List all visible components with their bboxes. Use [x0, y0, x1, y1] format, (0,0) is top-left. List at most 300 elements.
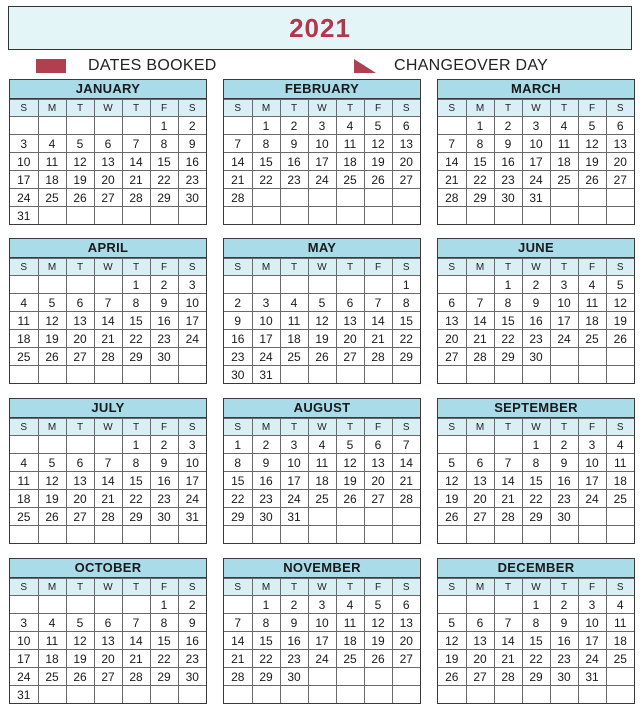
day-cell[interactable]: 6 — [66, 454, 94, 472]
day-cell[interactable]: 15 — [224, 472, 252, 490]
day-cell[interactable]: 14 — [438, 153, 466, 171]
day-cell[interactable]: 26 — [38, 348, 66, 366]
day-cell[interactable]: 19 — [606, 312, 634, 330]
day-cell[interactable]: 9 — [522, 294, 550, 312]
day-cell[interactable]: 12 — [38, 312, 66, 330]
day-cell[interactable]: 16 — [252, 472, 280, 490]
day-cell[interactable]: 31 — [252, 366, 280, 384]
day-cell[interactable]: 11 — [606, 454, 634, 472]
day-cell[interactable]: 10 — [550, 294, 578, 312]
day-cell[interactable]: 4 — [38, 614, 66, 632]
day-cell[interactable]: 25 — [280, 348, 308, 366]
day-cell[interactable]: 11 — [578, 294, 606, 312]
day-cell[interactable]: 16 — [522, 312, 550, 330]
day-cell[interactable]: 13 — [66, 312, 94, 330]
day-cell[interactable]: 22 — [224, 490, 252, 508]
day-cell[interactable]: 17 — [10, 171, 38, 189]
day-cell[interactable]: 11 — [606, 614, 634, 632]
day-cell[interactable]: 27 — [606, 171, 634, 189]
day-cell[interactable]: 4 — [606, 596, 634, 614]
day-cell[interactable]: 2 — [522, 276, 550, 294]
day-cell[interactable]: 18 — [606, 632, 634, 650]
day-cell[interactable]: 18 — [10, 330, 38, 348]
day-cell[interactable]: 22 — [522, 650, 550, 668]
day-cell[interactable]: 13 — [336, 312, 364, 330]
day-cell[interactable]: 26 — [364, 171, 392, 189]
day-cell[interactable]: 20 — [66, 330, 94, 348]
day-cell[interactable]: 30 — [150, 508, 178, 526]
day-cell[interactable]: 30 — [178, 189, 206, 207]
day-cell[interactable]: 3 — [522, 117, 550, 135]
day-cell[interactable]: 21 — [364, 330, 392, 348]
day-cell[interactable]: 24 — [578, 650, 606, 668]
day-cell[interactable]: 25 — [606, 650, 634, 668]
day-cell[interactable]: 16 — [494, 153, 522, 171]
day-cell[interactable]: 28 — [438, 189, 466, 207]
day-cell[interactable]: 13 — [66, 472, 94, 490]
day-cell[interactable]: 26 — [364, 650, 392, 668]
day-cell[interactable]: 25 — [38, 189, 66, 207]
day-cell[interactable]: 2 — [280, 117, 308, 135]
day-cell[interactable]: 28 — [392, 490, 420, 508]
day-cell[interactable]: 29 — [522, 668, 550, 686]
day-cell[interactable]: 18 — [38, 650, 66, 668]
day-cell[interactable]: 5 — [364, 117, 392, 135]
day-cell[interactable]: 16 — [150, 312, 178, 330]
day-cell[interactable]: 22 — [122, 490, 150, 508]
day-cell[interactable]: 12 — [66, 153, 94, 171]
day-cell[interactable]: 20 — [438, 330, 466, 348]
day-cell[interactable]: 2 — [150, 436, 178, 454]
day-cell[interactable]: 27 — [466, 508, 494, 526]
day-cell[interactable]: 4 — [578, 276, 606, 294]
day-cell[interactable]: 17 — [578, 632, 606, 650]
day-cell[interactable]: 25 — [10, 348, 38, 366]
day-cell[interactable]: 24 — [10, 668, 38, 686]
day-cell[interactable]: 22 — [252, 171, 280, 189]
day-cell[interactable]: 15 — [150, 632, 178, 650]
day-cell[interactable]: 27 — [392, 171, 420, 189]
day-cell[interactable]: 19 — [578, 153, 606, 171]
day-cell[interactable]: 15 — [150, 153, 178, 171]
day-cell[interactable]: 11 — [10, 472, 38, 490]
day-cell[interactable]: 18 — [606, 472, 634, 490]
day-cell[interactable]: 11 — [38, 153, 66, 171]
day-cell[interactable]: 4 — [336, 596, 364, 614]
day-cell[interactable]: 12 — [364, 614, 392, 632]
day-cell[interactable]: 15 — [122, 312, 150, 330]
day-cell[interactable]: 27 — [438, 348, 466, 366]
day-cell[interactable]: 24 — [308, 650, 336, 668]
day-cell[interactable]: 11 — [336, 614, 364, 632]
day-cell[interactable]: 26 — [38, 508, 66, 526]
day-cell[interactable]: 22 — [392, 330, 420, 348]
day-cell[interactable]: 6 — [94, 135, 122, 153]
day-cell[interactable]: 28 — [494, 668, 522, 686]
day-cell[interactable]: 27 — [364, 490, 392, 508]
day-cell[interactable]: 31 — [10, 686, 38, 704]
day-cell[interactable]: 27 — [66, 508, 94, 526]
day-cell[interactable]: 2 — [280, 596, 308, 614]
day-cell[interactable]: 1 — [122, 436, 150, 454]
day-cell[interactable]: 19 — [38, 330, 66, 348]
day-cell[interactable]: 19 — [38, 490, 66, 508]
day-cell[interactable]: 8 — [122, 454, 150, 472]
day-cell[interactable]: 17 — [308, 153, 336, 171]
day-cell[interactable]: 24 — [252, 348, 280, 366]
day-cell[interactable]: 15 — [466, 153, 494, 171]
day-cell[interactable]: 17 — [252, 330, 280, 348]
day-cell[interactable]: 25 — [578, 330, 606, 348]
day-cell[interactable]: 30 — [494, 189, 522, 207]
day-cell[interactable]: 1 — [224, 436, 252, 454]
day-cell[interactable]: 22 — [494, 330, 522, 348]
day-cell[interactable]: 25 — [336, 650, 364, 668]
day-cell[interactable]: 23 — [150, 330, 178, 348]
day-cell[interactable]: 7 — [494, 454, 522, 472]
day-cell[interactable]: 4 — [550, 117, 578, 135]
day-cell[interactable]: 13 — [364, 454, 392, 472]
day-cell[interactable]: 5 — [606, 276, 634, 294]
day-cell[interactable]: 8 — [494, 294, 522, 312]
day-cell[interactable]: 17 — [10, 650, 38, 668]
day-cell[interactable]: 10 — [178, 294, 206, 312]
day-cell[interactable]: 3 — [280, 436, 308, 454]
day-cell[interactable]: 6 — [392, 117, 420, 135]
day-cell[interactable]: 13 — [606, 135, 634, 153]
day-cell[interactable]: 29 — [150, 189, 178, 207]
day-cell[interactable]: 13 — [392, 135, 420, 153]
day-cell[interactable]: 20 — [336, 330, 364, 348]
day-cell[interactable]: 10 — [308, 614, 336, 632]
day-cell[interactable]: 10 — [10, 153, 38, 171]
day-cell[interactable]: 9 — [280, 614, 308, 632]
day-cell[interactable]: 20 — [466, 650, 494, 668]
day-cell[interactable]: 24 — [522, 171, 550, 189]
day-cell[interactable]: 23 — [178, 171, 206, 189]
day-cell[interactable]: 12 — [66, 632, 94, 650]
day-cell[interactable]: 1 — [392, 276, 420, 294]
day-cell[interactable]: 12 — [438, 632, 466, 650]
day-cell[interactable]: 23 — [550, 650, 578, 668]
day-cell[interactable]: 16 — [550, 632, 578, 650]
day-cell[interactable]: 27 — [392, 650, 420, 668]
day-cell[interactable]: 6 — [392, 596, 420, 614]
day-cell[interactable]: 5 — [364, 596, 392, 614]
day-cell[interactable]: 19 — [66, 171, 94, 189]
day-cell[interactable]: 25 — [38, 668, 66, 686]
day-cell[interactable]: 24 — [308, 171, 336, 189]
day-cell[interactable]: 9 — [150, 454, 178, 472]
day-cell[interactable]: 17 — [178, 312, 206, 330]
day-cell[interactable]: 9 — [550, 614, 578, 632]
day-cell[interactable]: 4 — [606, 436, 634, 454]
day-cell[interactable]: 6 — [94, 614, 122, 632]
day-cell[interactable]: 13 — [466, 472, 494, 490]
day-cell[interactable]: 1 — [522, 596, 550, 614]
day-cell[interactable]: 11 — [308, 454, 336, 472]
day-cell[interactable]: 27 — [336, 348, 364, 366]
day-cell[interactable]: 1 — [522, 436, 550, 454]
day-cell[interactable]: 6 — [606, 117, 634, 135]
day-cell[interactable]: 19 — [364, 153, 392, 171]
day-cell[interactable]: 8 — [392, 294, 420, 312]
day-cell[interactable]: 24 — [178, 490, 206, 508]
day-cell[interactable]: 28 — [494, 508, 522, 526]
day-cell[interactable]: 20 — [94, 171, 122, 189]
day-cell[interactable]: 9 — [150, 294, 178, 312]
day-cell[interactable]: 8 — [252, 135, 280, 153]
day-cell[interactable]: 27 — [66, 348, 94, 366]
day-cell[interactable]: 9 — [224, 312, 252, 330]
day-cell[interactable]: 21 — [392, 472, 420, 490]
day-cell[interactable]: 7 — [122, 614, 150, 632]
day-cell[interactable]: 3 — [10, 135, 38, 153]
day-cell[interactable]: 23 — [280, 171, 308, 189]
day-cell[interactable]: 15 — [522, 632, 550, 650]
day-cell[interactable]: 20 — [66, 490, 94, 508]
day-cell[interactable]: 20 — [94, 650, 122, 668]
day-cell[interactable]: 30 — [550, 508, 578, 526]
day-cell[interactable]: 12 — [38, 472, 66, 490]
day-cell[interactable]: 10 — [178, 454, 206, 472]
day-cell[interactable]: 17 — [550, 312, 578, 330]
day-cell[interactable]: 9 — [252, 454, 280, 472]
day-cell[interactable]: 28 — [94, 508, 122, 526]
day-cell[interactable]: 14 — [122, 632, 150, 650]
day-cell[interactable]: 22 — [150, 171, 178, 189]
day-cell[interactable]: 2 — [224, 294, 252, 312]
day-cell[interactable]: 3 — [578, 436, 606, 454]
day-cell[interactable]: 21 — [224, 650, 252, 668]
day-cell[interactable]: 5 — [438, 454, 466, 472]
day-cell[interactable]: 3 — [178, 436, 206, 454]
day-cell[interactable]: 22 — [150, 650, 178, 668]
day-cell[interactable]: 3 — [308, 117, 336, 135]
day-cell[interactable]: 3 — [178, 276, 206, 294]
day-cell[interactable]: 9 — [178, 614, 206, 632]
day-cell[interactable]: 20 — [466, 490, 494, 508]
day-cell[interactable]: 3 — [578, 596, 606, 614]
day-cell[interactable]: 18 — [550, 153, 578, 171]
day-cell[interactable]: 29 — [122, 508, 150, 526]
day-cell[interactable]: 13 — [94, 153, 122, 171]
day-cell[interactable]: 14 — [494, 472, 522, 490]
day-cell[interactable]: 11 — [550, 135, 578, 153]
day-cell[interactable]: 23 — [178, 650, 206, 668]
day-cell[interactable]: 28 — [122, 668, 150, 686]
day-cell[interactable]: 14 — [364, 312, 392, 330]
day-cell[interactable]: 9 — [550, 454, 578, 472]
day-cell[interactable]: 24 — [10, 189, 38, 207]
day-cell[interactable]: 15 — [252, 153, 280, 171]
day-cell[interactable]: 29 — [224, 508, 252, 526]
day-cell[interactable]: 26 — [66, 668, 94, 686]
day-cell[interactable]: 7 — [466, 294, 494, 312]
day-cell[interactable]: 12 — [438, 472, 466, 490]
day-cell[interactable]: 23 — [150, 490, 178, 508]
day-cell[interactable]: 12 — [364, 135, 392, 153]
day-cell[interactable]: 28 — [224, 668, 252, 686]
day-cell[interactable]: 18 — [38, 171, 66, 189]
day-cell[interactable]: 24 — [280, 490, 308, 508]
day-cell[interactable]: 29 — [466, 189, 494, 207]
day-cell[interactable]: 29 — [150, 668, 178, 686]
day-cell[interactable]: 16 — [178, 153, 206, 171]
day-cell[interactable]: 25 — [308, 490, 336, 508]
day-cell[interactable]: 19 — [438, 650, 466, 668]
day-cell[interactable]: 13 — [438, 312, 466, 330]
day-cell[interactable]: 7 — [494, 614, 522, 632]
day-cell[interactable]: 26 — [66, 189, 94, 207]
day-cell[interactable]: 20 — [392, 632, 420, 650]
day-cell[interactable]: 23 — [494, 171, 522, 189]
day-cell[interactable]: 19 — [336, 472, 364, 490]
day-cell[interactable]: 5 — [66, 135, 94, 153]
day-cell[interactable]: 2 — [178, 117, 206, 135]
day-cell[interactable]: 4 — [10, 294, 38, 312]
day-cell[interactable]: 22 — [522, 490, 550, 508]
day-cell[interactable]: 6 — [336, 294, 364, 312]
day-cell[interactable]: 31 — [522, 189, 550, 207]
day-cell[interactable]: 14 — [224, 632, 252, 650]
day-cell[interactable]: 12 — [308, 312, 336, 330]
day-cell[interactable]: 8 — [224, 454, 252, 472]
day-cell[interactable]: 23 — [224, 348, 252, 366]
day-cell[interactable]: 5 — [336, 436, 364, 454]
day-cell[interactable]: 12 — [578, 135, 606, 153]
day-cell[interactable]: 8 — [252, 614, 280, 632]
day-cell[interactable]: 16 — [280, 632, 308, 650]
day-cell[interactable]: 7 — [364, 294, 392, 312]
day-cell[interactable]: 2 — [550, 436, 578, 454]
day-cell[interactable]: 17 — [280, 472, 308, 490]
day-cell[interactable]: 25 — [336, 171, 364, 189]
day-cell[interactable]: 21 — [122, 650, 150, 668]
day-cell[interactable]: 2 — [494, 117, 522, 135]
day-cell[interactable]: 6 — [438, 294, 466, 312]
day-cell[interactable]: 26 — [438, 668, 466, 686]
day-cell[interactable]: 3 — [252, 294, 280, 312]
day-cell[interactable]: 28 — [122, 189, 150, 207]
day-cell[interactable]: 5 — [438, 614, 466, 632]
day-cell[interactable]: 10 — [10, 632, 38, 650]
day-cell[interactable]: 7 — [392, 436, 420, 454]
day-cell[interactable]: 11 — [10, 312, 38, 330]
day-cell[interactable]: 15 — [252, 632, 280, 650]
day-cell[interactable]: 14 — [94, 472, 122, 490]
day-cell[interactable]: 6 — [466, 614, 494, 632]
day-cell[interactable]: 12 — [336, 454, 364, 472]
day-cell[interactable]: 18 — [336, 153, 364, 171]
day-cell[interactable]: 14 — [466, 312, 494, 330]
day-cell[interactable]: 1 — [122, 276, 150, 294]
day-cell[interactable]: 26 — [606, 330, 634, 348]
day-cell[interactable]: 23 — [522, 330, 550, 348]
day-cell[interactable]: 19 — [364, 632, 392, 650]
day-cell[interactable]: 4 — [10, 454, 38, 472]
day-cell[interactable]: 1 — [150, 596, 178, 614]
day-cell[interactable]: 23 — [550, 490, 578, 508]
day-cell[interactable]: 16 — [224, 330, 252, 348]
day-cell[interactable]: 25 — [10, 508, 38, 526]
day-cell[interactable]: 6 — [466, 454, 494, 472]
day-cell[interactable]: 24 — [178, 330, 206, 348]
day-cell[interactable]: 21 — [438, 171, 466, 189]
day-cell[interactable]: 28 — [466, 348, 494, 366]
day-cell[interactable]: 11 — [336, 135, 364, 153]
day-cell[interactable]: 15 — [392, 312, 420, 330]
day-cell[interactable]: 30 — [252, 508, 280, 526]
day-cell[interactable]: 7 — [94, 454, 122, 472]
day-cell[interactable]: 23 — [252, 490, 280, 508]
day-cell[interactable]: 15 — [122, 472, 150, 490]
day-cell[interactable]: 10 — [522, 135, 550, 153]
day-cell[interactable]: 10 — [308, 135, 336, 153]
day-cell[interactable]: 22 — [252, 650, 280, 668]
day-cell[interactable]: 29 — [494, 348, 522, 366]
day-cell[interactable]: 4 — [38, 135, 66, 153]
day-cell[interactable]: 1 — [150, 117, 178, 135]
day-cell[interactable]: 8 — [466, 135, 494, 153]
day-cell[interactable]: 22 — [122, 330, 150, 348]
day-cell[interactable]: 27 — [466, 668, 494, 686]
day-cell[interactable]: 18 — [10, 490, 38, 508]
day-cell[interactable]: 5 — [38, 294, 66, 312]
day-cell[interactable]: 1 — [466, 117, 494, 135]
day-cell[interactable]: 2 — [178, 596, 206, 614]
day-cell[interactable]: 1 — [494, 276, 522, 294]
day-cell[interactable]: 17 — [578, 472, 606, 490]
day-cell[interactable]: 31 — [10, 207, 38, 225]
day-cell[interactable]: 14 — [494, 632, 522, 650]
day-cell[interactable]: 21 — [494, 650, 522, 668]
day-cell[interactable]: 25 — [606, 490, 634, 508]
day-cell[interactable]: 30 — [550, 668, 578, 686]
day-cell[interactable]: 21 — [94, 490, 122, 508]
day-cell[interactable]: 11 — [280, 312, 308, 330]
day-cell[interactable]: 29 — [392, 348, 420, 366]
day-cell[interactable]: 14 — [224, 153, 252, 171]
day-cell[interactable]: 30 — [522, 348, 550, 366]
day-cell[interactable]: 2 — [252, 436, 280, 454]
day-cell[interactable]: 18 — [280, 330, 308, 348]
day-cell[interactable]: 10 — [578, 614, 606, 632]
day-cell[interactable]: 20 — [606, 153, 634, 171]
day-cell[interactable]: 13 — [392, 614, 420, 632]
day-cell[interactable]: 16 — [150, 472, 178, 490]
day-cell[interactable]: 26 — [438, 508, 466, 526]
day-cell[interactable]: 21 — [224, 171, 252, 189]
day-cell[interactable]: 26 — [308, 348, 336, 366]
day-cell[interactable]: 10 — [578, 454, 606, 472]
day-cell[interactable]: 5 — [308, 294, 336, 312]
day-cell[interactable]: 8 — [522, 454, 550, 472]
day-cell[interactable]: 30 — [150, 348, 178, 366]
day-cell[interactable]: 24 — [578, 490, 606, 508]
day-cell[interactable]: 17 — [178, 472, 206, 490]
day-cell[interactable]: 29 — [252, 668, 280, 686]
day-cell[interactable]: 2 — [150, 276, 178, 294]
day-cell[interactable]: 4 — [336, 117, 364, 135]
day-cell[interactable]: 1 — [252, 596, 280, 614]
day-cell[interactable]: 4 — [308, 436, 336, 454]
day-cell[interactable]: 17 — [308, 632, 336, 650]
day-cell[interactable]: 6 — [364, 436, 392, 454]
day-cell[interactable]: 10 — [280, 454, 308, 472]
day-cell[interactable]: 4 — [280, 294, 308, 312]
day-cell[interactable]: 24 — [550, 330, 578, 348]
